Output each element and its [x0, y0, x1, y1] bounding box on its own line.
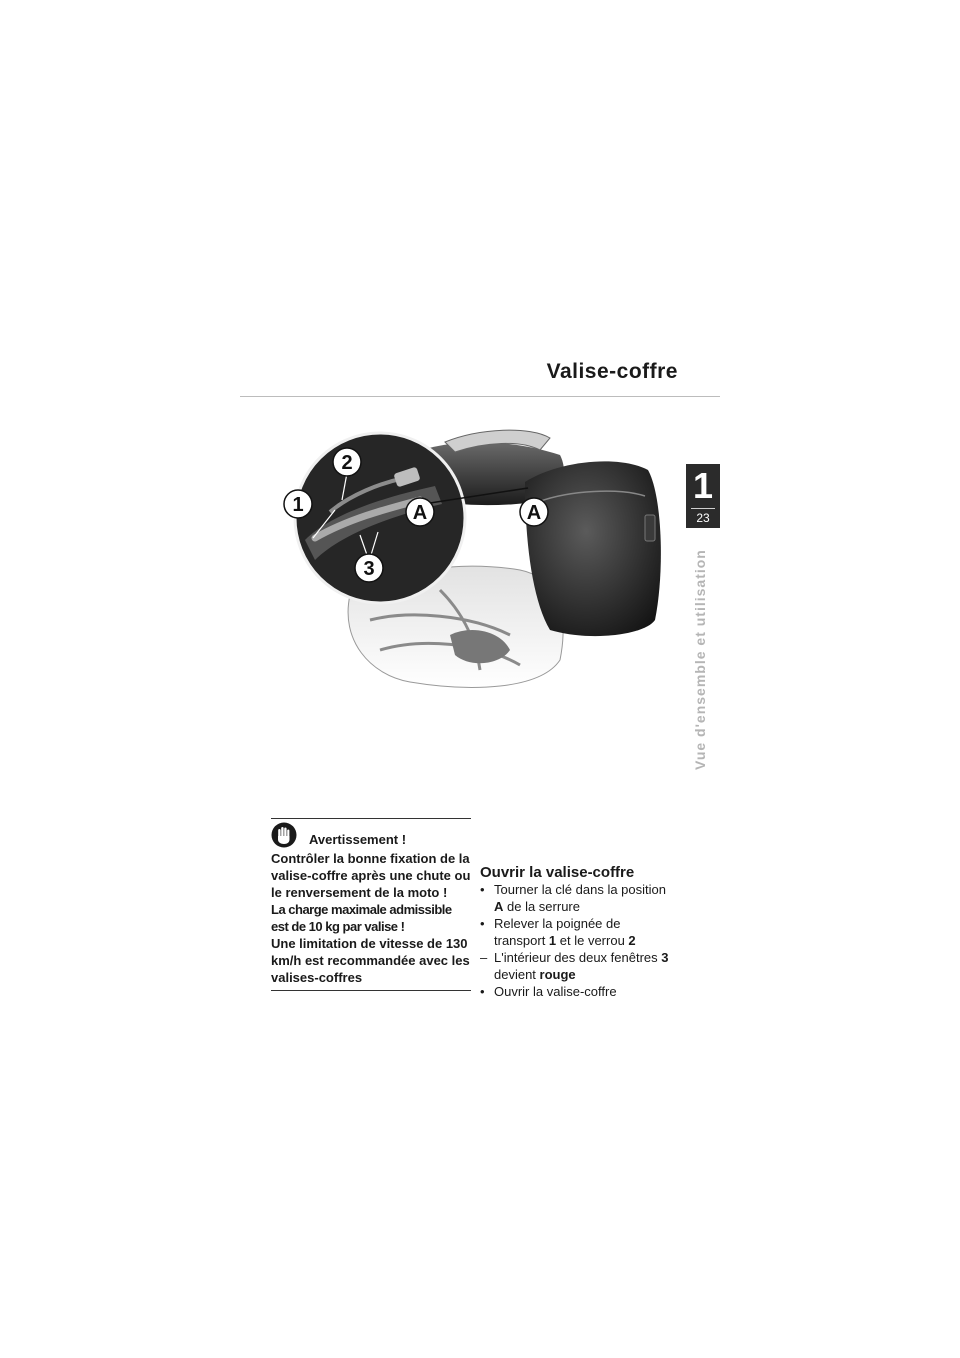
chapter-number: 1: [692, 465, 714, 506]
instruction-step: [480, 915, 670, 949]
step-reference: 2: [628, 933, 636, 948]
callout-1-label: 1: [292, 494, 304, 516]
warning-paragraph: La charge maximale admissible est de 10 kg par valise !: [271, 902, 452, 934]
section-heading: Ouvrir la valise-coffre: [480, 864, 635, 881]
callout-2-label: 2: [341, 452, 353, 474]
step-text: Relever la poignée de transport: [494, 916, 621, 948]
instruction-step: [480, 881, 670, 915]
callout-a-detail-label: A: [412, 502, 428, 524]
step-text: de la serrure: [503, 899, 580, 914]
page-title: Valise-coffre: [546, 360, 678, 383]
instruction-list: [480, 881, 670, 1000]
step-reference: rouge: [539, 967, 576, 982]
instruction-result: [480, 949, 670, 983]
step-reference: A: [494, 899, 504, 914]
step-text: Ouvrir la valise-coffre: [494, 984, 617, 999]
callout-3: [355, 554, 383, 582]
warning-header: [271, 822, 471, 850]
bullet-marker: •: [480, 984, 485, 999]
chapter-tab: [686, 464, 720, 528]
callout-a-case: [520, 498, 548, 526]
pannier-illustration: [270, 420, 670, 695]
dash-marker: –: [480, 950, 488, 965]
warning-title: Avertissement !: [309, 832, 407, 847]
warning-box: [271, 818, 471, 991]
bullet-marker: •: [480, 882, 485, 897]
pannier-case: [525, 461, 661, 636]
step-text: L'intérieur des deux fenêtres: [494, 950, 662, 965]
warning-paragraph: Contrôler la bonne fixation de la valise-coffre après une chute ou le renversement de la moto !: [271, 851, 471, 900]
warning-body: [271, 850, 471, 986]
hand-stop-icon: [271, 822, 297, 848]
step-text: et le verrou: [556, 933, 629, 948]
bullet-marker: •: [480, 916, 485, 931]
title-divider: [240, 396, 720, 397]
callout-1: [284, 490, 312, 518]
warning-paragraph: Une limitation de vitesse de 130 km/h est recommandée avec les valises-coffres: [271, 936, 470, 985]
step-text: devient: [494, 967, 540, 982]
callout-3-label: 3: [363, 558, 375, 580]
step-reference: 3: [661, 950, 669, 965]
step-text: Tourner la clé dans la position: [494, 882, 666, 897]
chapter-side-label: Vue d'ensemble et utilisation: [692, 549, 708, 770]
callout-a-detail: [406, 498, 434, 526]
instruction-step: [480, 983, 670, 1000]
step-reference: 1: [548, 933, 557, 948]
callout-a-case-label: A: [526, 502, 542, 524]
page-number: 23: [696, 511, 710, 525]
callout-2: [333, 448, 361, 476]
